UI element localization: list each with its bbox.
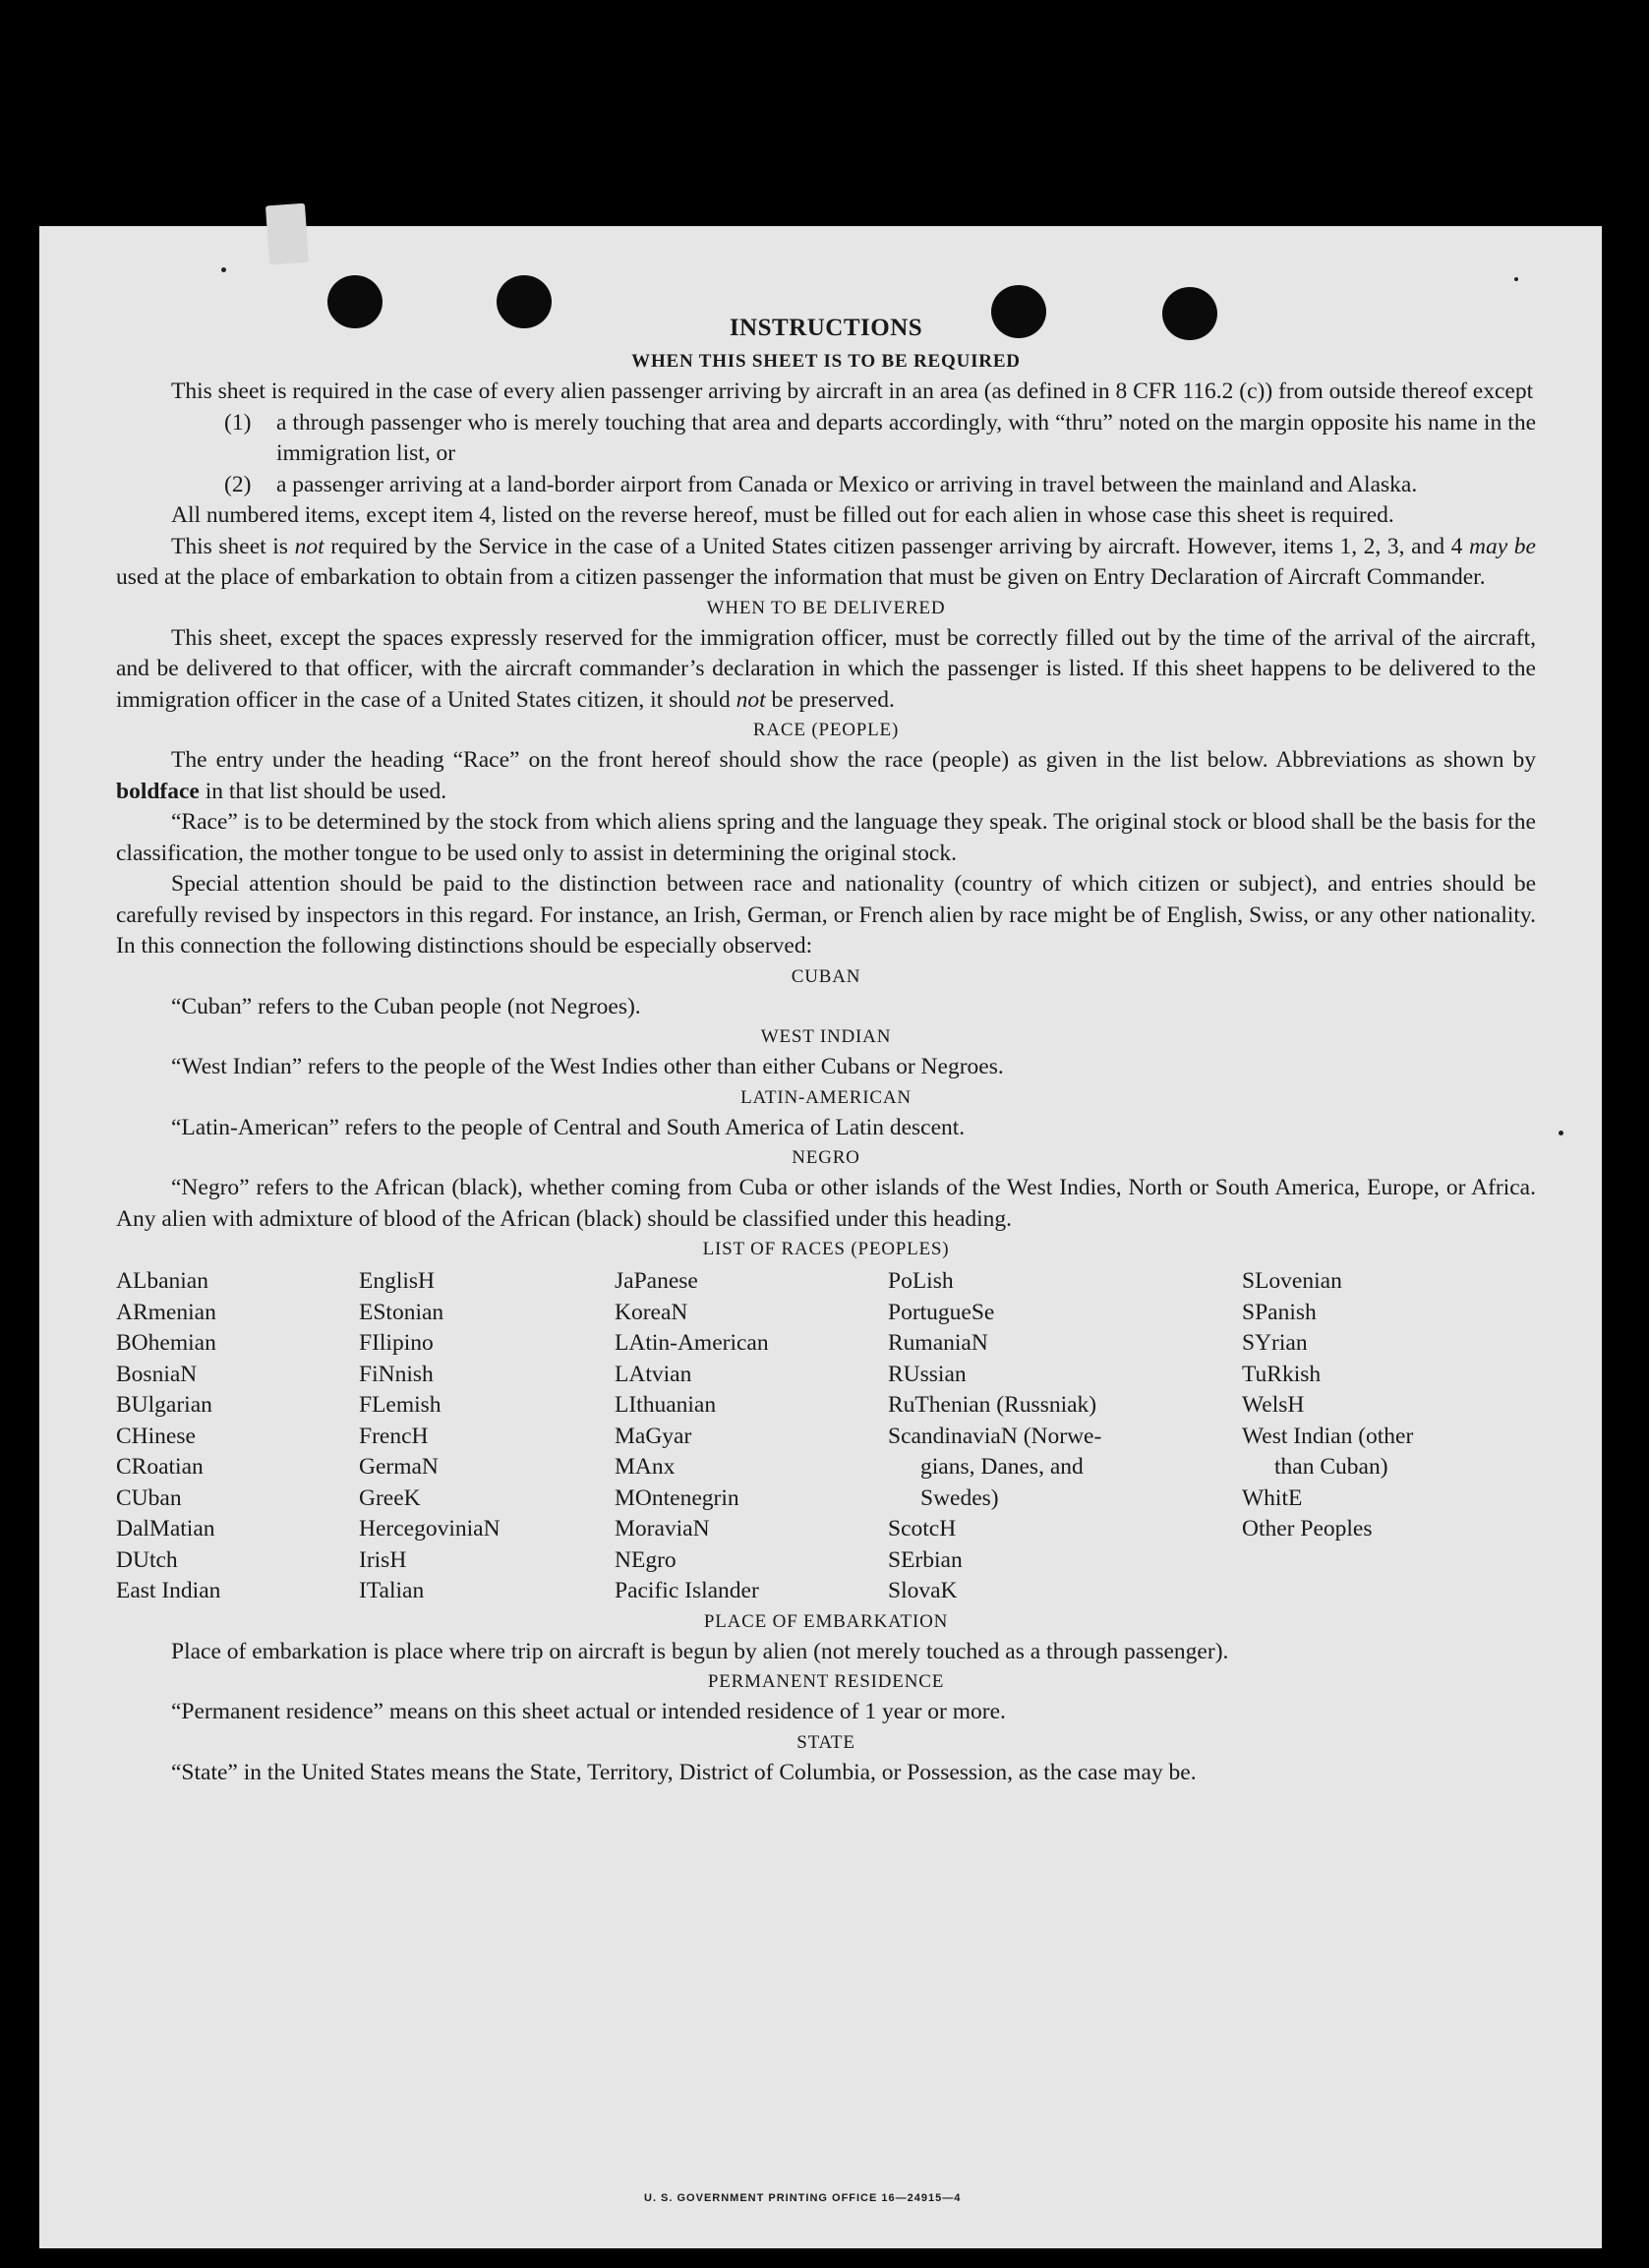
- paragraph: The entry under the heading “Race” on the front hereof should show the race (people) as given in the list below. Abbreviations as shown by boldface in that list should be used.: [116, 747, 1536, 804]
- race-entry: KoreaN: [615, 1299, 688, 1325]
- race-entry: JaPanese: [615, 1268, 698, 1294]
- race-entry: EStonian: [359, 1299, 444, 1325]
- paragraph: “Latin-American” refers to the people of Central and South America of Latin descent.: [171, 1114, 966, 1140]
- item-text: a passenger arriving at a land-border airport from Canada or Mexico or arriving in travel between the mainland and Alaska.: [276, 471, 1418, 497]
- race-entry: CHinese: [116, 1423, 196, 1449]
- race-entry: LIthuanian: [615, 1392, 717, 1418]
- race-entry: DalMatian: [116, 1516, 215, 1541]
- race-entry: SLovenian: [1242, 1268, 1342, 1294]
- race-entry: Other Peoples: [1242, 1516, 1373, 1541]
- paragraph: “State” in the United States means the State, Territory, District of Columbia, or Possession, as the case may be.: [171, 1759, 1197, 1785]
- staple-tab: [265, 204, 309, 265]
- race-entry: DUtch: [116, 1546, 178, 1573]
- race-entry: West Indian (other: [1242, 1423, 1414, 1449]
- races-column: [888, 1266, 1242, 1607]
- race-entry: TuRkish: [1242, 1361, 1322, 1387]
- race-entry: NEgro: [615, 1546, 677, 1573]
- race-entry: SlovaK: [888, 1578, 958, 1603]
- race-entry: PortugueSe: [888, 1299, 995, 1325]
- section-title: WHEN THIS SHEET IS TO BE REQUIRED: [631, 351, 1021, 372]
- item-number: (2): [224, 471, 252, 497]
- race-entry: CRoatian: [116, 1454, 204, 1480]
- paragraph: “West Indian” refers to the people of the West Indies other than either Cubans or Negroes.: [171, 1054, 1004, 1079]
- race-entry: RumaniaN: [888, 1330, 988, 1356]
- race-entry: BOhemian: [116, 1330, 216, 1356]
- race-entry: SPanish: [1242, 1299, 1317, 1325]
- race-entry: MOntenegrin: [615, 1484, 739, 1511]
- section-title: CUBAN: [791, 965, 861, 987]
- race-entry: WelsH: [1242, 1392, 1305, 1418]
- section-title: PLACE OF EMBARKATION: [703, 1610, 949, 1632]
- race-entry: MAnx: [615, 1454, 676, 1480]
- section-title: NEGRO: [792, 1147, 860, 1168]
- paragraph: “Negro” refers to the African (black), whether coming from Cuba or other islands of the West Indies, North or South America, Europe, or Africa. Any alien with admixture of blood of the African (black) should be classified under this heading.: [116, 1175, 1536, 1232]
- section-title: PERMANENT RESIDENCE: [707, 1671, 945, 1692]
- race-entry: EnglisH: [359, 1268, 436, 1294]
- race-entry: HercegoviniaN: [359, 1516, 501, 1541]
- speck: [1559, 1131, 1563, 1135]
- race-entry: Pacific Islander: [615, 1578, 759, 1603]
- item-text: a through passenger who is merely touching that area and departs accordingly, with “thru” noted on the margin opposite his name in the immigration list, or: [276, 409, 1536, 466]
- race-entry: SErbian: [888, 1546, 963, 1573]
- document-sheet: [39, 226, 1602, 2248]
- race-entry: FLemish: [359, 1392, 442, 1418]
- races-column: [1242, 1266, 1498, 1607]
- race-entry: than Cuban): [1274, 1454, 1388, 1480]
- speck: [1514, 277, 1518, 281]
- numbered-item: [224, 408, 1536, 470]
- race-entry: LAtin-American: [615, 1330, 769, 1356]
- races-column: [116, 1266, 359, 1607]
- race-entry: ScotcH: [888, 1516, 957, 1541]
- item-number: (1): [224, 409, 252, 436]
- race-entry: WhitE: [1242, 1484, 1303, 1511]
- race-entry: SYrian: [1242, 1330, 1308, 1356]
- race-entry: ITalian: [359, 1578, 425, 1603]
- race-entry: BUlgarian: [116, 1392, 212, 1418]
- section-title: RACE (PEOPLE): [752, 720, 900, 740]
- race-entry: GermaN: [359, 1454, 439, 1480]
- race-entry: BosniaN: [116, 1361, 198, 1387]
- speck: [221, 267, 226, 272]
- paragraph: This sheet, except the spaces expressly reserved for the immigration officer, must be correctly filled out by the time of the arrival of the aircraft, and be delivered to that officer, with the aircraft commander’s declaration in which the passenger is listed. If this sheet happens to be delivered to the immigration officer in the case of a United States citizen, it should not be preserved.: [116, 624, 1536, 713]
- numbered-item: [224, 470, 1536, 501]
- race-entry: RuThenian (Russniak): [888, 1392, 1097, 1418]
- paragraph: Place of embarkation is place where trip on aircraft is begun by alien (not merely touched as a through passenger).: [171, 1638, 1229, 1664]
- paragraph: “Cuban” refers to the Cuban people (not Negroes).: [171, 993, 641, 1019]
- races-column: [359, 1266, 615, 1607]
- race-entry: GreeK: [359, 1484, 421, 1511]
- race-entry: MaGyar: [615, 1423, 692, 1449]
- document-body: [116, 310, 1536, 1788]
- race-entry: FrencH: [359, 1423, 429, 1449]
- race-entry: PoLish: [888, 1268, 954, 1294]
- race-entry: RUssian: [888, 1361, 967, 1387]
- race-entry: FiNnish: [359, 1361, 434, 1387]
- race-entry: LAtvian: [615, 1361, 692, 1387]
- race-entry: CUban: [116, 1484, 182, 1511]
- page-title: INSTRUCTIONS: [729, 315, 923, 341]
- paragraph: “Race” is to be determined by the stock from which aliens spring and the language they speak. The original stock or blood shall be the basis for the classification, the mother tongue to be used only to assist in determining the original stock.: [116, 809, 1536, 866]
- section-title: LATIN-AMERICAN: [740, 1086, 912, 1108]
- section-title: WHEN TO BE DELIVERED: [706, 597, 946, 618]
- race-entry: ARmenian: [116, 1299, 216, 1325]
- race-entry: MoraviaN: [615, 1516, 710, 1541]
- section-title: STATE: [796, 1731, 855, 1753]
- races-column: [615, 1266, 888, 1607]
- paragraph: All numbered items, except item 4, listed on the reverse hereof, must be filled out for each alien in whose case this sheet is required.: [171, 502, 1394, 528]
- paragraph: This sheet is required in the case of every alien passenger arriving by aircraft in an area (as defined in 8 CFR 116.2 (c)) from outside thereof except: [171, 378, 1534, 404]
- section-title: LIST OF RACES (PEOPLES): [702, 1239, 950, 1259]
- printer-imprint: U. S. GOVERNMENT PRINTING OFFICE 16—24915—4: [644, 2192, 962, 2204]
- paragraph: “Permanent residence” means on this sheet actual or intended residence of 1 year or more.: [171, 1699, 1006, 1724]
- paragraph: Special attention should be paid to the distinction between race and nationality (country of which citizen or subject), and entries should be carefully revised by inspectors in this regard. For instance, an Irish, German, or French alien by race might be of English, Swiss, or any other nationality. In this connection the following distinctions should be especially observed:: [116, 871, 1536, 959]
- races-list: [116, 1266, 1536, 1607]
- race-entry: IrisH: [359, 1546, 407, 1573]
- paragraph: This sheet is not required by the Service in the case of a United States citizen passenger arriving by aircraft. However, items 1, 2, 3, and 4 may be used at the place of embarkation to obtain from a citizen passenger the information that must be given on Entry Declaration of Aircraft Commander.: [116, 533, 1536, 590]
- race-entry: FIlipino: [359, 1330, 434, 1356]
- race-entry: ScandinaviaN (Norwe-: [888, 1423, 1102, 1449]
- race-entry: Swedes): [920, 1484, 999, 1511]
- race-entry: gians, Danes, and: [920, 1454, 1084, 1480]
- section-title: WEST INDIAN: [760, 1026, 892, 1047]
- race-entry: East Indian: [116, 1578, 221, 1603]
- race-entry: ALbanian: [116, 1268, 208, 1294]
